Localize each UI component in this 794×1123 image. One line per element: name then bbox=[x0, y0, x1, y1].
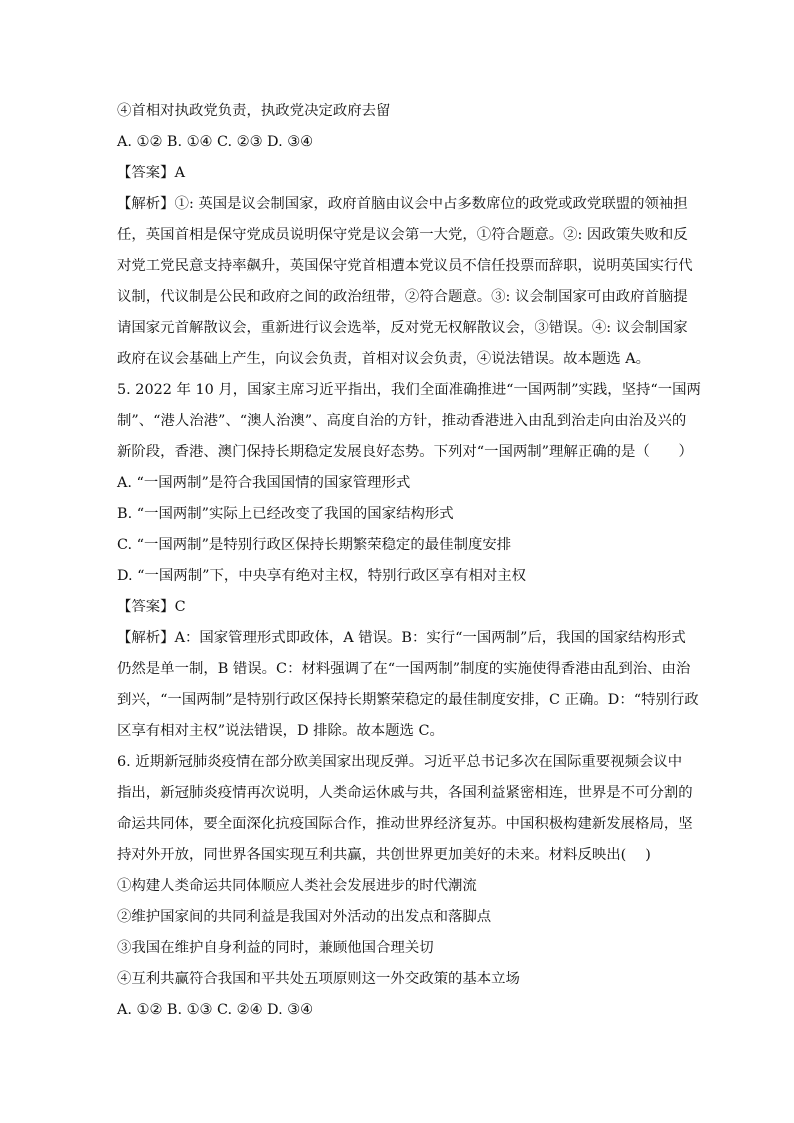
statement-1: ①构建人类命运共同体顺应人类社会发展进步的时代潮流 bbox=[117, 878, 477, 894]
option-a: A. “一国两制”是符合我国国情的国家管理形式 bbox=[117, 475, 411, 491]
question-stem-line: 新阶段，香港、澳门保持长期稳定发展良好态势。下列对“一国两制”理解正确的是（ ） bbox=[117, 444, 693, 460]
statement-3: ③我国在维护自身利益的同时，兼顾他国合理关切 bbox=[117, 940, 434, 956]
question-stem-line: 命运共同体，要全面深化抗疫国际合作，推动世界经济复苏。中国积极构建新发展格局，坚 bbox=[117, 816, 693, 832]
question-stem-line: 指出，新冠肺炎疫情再次说明，人类命运休戚与共，各国利益紧密相连，世界是不可分割的 bbox=[117, 785, 693, 801]
q4-option-4: ④首相对执政党负责，执政党决定政府去留 bbox=[117, 103, 391, 119]
q4-analysis bbox=[117, 189, 693, 375]
analysis-line: 到兴，“一国两制”是特别行政区保持长期繁荣稳定的最佳制度安排，C 正确。D：“特别行政 bbox=[117, 692, 699, 708]
question-6 bbox=[117, 747, 693, 1026]
analysis-line: 仍然是单一制，B 错误。C：材料强调了在“一国两制”制度的实施使得香港由乱到治、由治 bbox=[117, 661, 691, 677]
q6-choices: A. ①② B. ①③ C. ②④ D. ③④ bbox=[117, 1002, 314, 1018]
question-stem-line: 5. 2022 年 10 月，国家主席习近平指出，我们全面准确推进“一国两制”实践，坚持“一国两 bbox=[117, 382, 701, 398]
option-b: B. “一国两制”实际上已经改变了我国的国家结构形式 bbox=[117, 506, 454, 522]
statement-4: ④互利共赢符合我国和平共处五项原则这一外交政策的基本立场 bbox=[117, 971, 520, 987]
analysis-line: 对党工党民意支持率飙升，英国保守党首相遭本党议员不信任投票而辞职，说明英国实行代 bbox=[117, 258, 693, 274]
analysis-line: 【解析】①: 英国是议会制国家，政府首脑由议会中占多数席位的政党或政党联盟的领袖担 bbox=[117, 196, 688, 212]
question-stem-line: 持对外开放，同世界各国实现互利共赢，共创世界更加美好的未来。材料反映出( ) bbox=[117, 847, 651, 863]
page-content bbox=[117, 96, 701, 1026]
analysis-line: 任，英国首相是保守党成员说明保守党是议会第一大党，①符合题意。②: 因政策失败和反 bbox=[117, 227, 688, 243]
question-stem-line: 制”、“港人治港”、“澳人治澳”、高度自治的方针，推动香港进入由乱到治走向由治及兴的 bbox=[117, 413, 687, 429]
analysis-line: 请国家元首解散议会，重新进行议会选举，反对党无权解散议会，③错误。④: 议会制国家 bbox=[117, 320, 688, 336]
option-c: C. “一国两制”是特别行政区保持长期繁荣稳定的最佳制度安排 bbox=[117, 537, 512, 553]
q5-answer: 【答案】C bbox=[117, 599, 186, 615]
statement-2: ②维护国家间的共同利益是我国对外活动的出发点和落脚点 bbox=[117, 909, 492, 925]
q4-choices: A. ①② B. ①④ C. ②③ D. ③④ bbox=[117, 134, 314, 150]
analysis-line: 区享有相对主权”说法错误，D 排除。故本题选 C。 bbox=[117, 723, 444, 739]
analysis-line: 【解析】A：国家管理形式即政体，A 错误。B：实行“一国两制”后，我国的国家结构形式 bbox=[117, 630, 686, 646]
q4-answer: 【答案】A bbox=[117, 165, 185, 181]
question-5 bbox=[117, 375, 701, 747]
analysis-line: 政府在议会基础上产生，向议会负责，首相对议会负责，④说法错误。故本题选 A。 bbox=[117, 351, 651, 367]
analysis-line: 议制，代议制是公民和政府之间的政治纽带，②符合题意。③: 议会制国家可由政府首脑提 bbox=[117, 289, 688, 305]
option-d: D. “一国两制”下，中央享有绝对主权，特别行政区享有相对主权 bbox=[117, 568, 527, 584]
question-stem-line: 6. 近期新冠肺炎疫情在部分欧美国家出现反弹。习近平总书记多次在国际重要视频会议中 bbox=[117, 754, 683, 770]
